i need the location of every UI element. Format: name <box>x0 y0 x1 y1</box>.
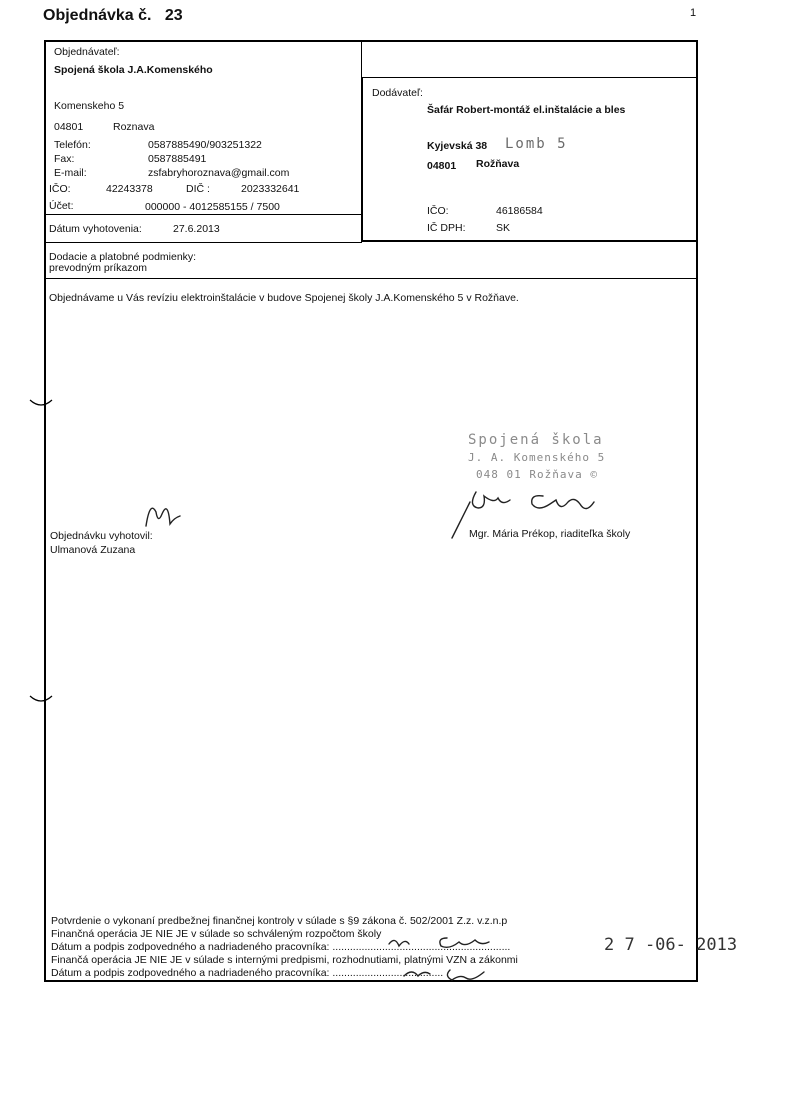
buyer-account: 000000 - 4012585155 / 7500 <box>145 201 280 213</box>
buyer-email: zsfabryhoroznava@gmail.com <box>148 167 290 179</box>
buyer-account-label: Účet: <box>49 200 74 212</box>
footer-rules-statement: Finančá operácia JE NIE JE v súlade s internými predpismi, rozhodnutiami, platnými VZN a zákonmi <box>51 954 518 966</box>
creator-signature <box>140 496 190 532</box>
punch-mark-lower <box>28 692 54 708</box>
order-body-text: Objednávame u Vás revíziu elektroinštalácie v budove Spojenej školy J.A.Komenského 5 v Rožňave. <box>49 292 519 304</box>
supplier-name: Šafár Robert-montáž el.inštalácie a bles <box>427 104 626 116</box>
footer-control-statement: Potvrdenie o vykonaní predbežnej finančnej kontroly v súlade s §9 zákona č. 502/2001 Z.z. v.z.n.p <box>51 915 508 927</box>
stamp-line-2: J. A. Komenského 5 <box>468 451 606 464</box>
supplier-icdph: SK <box>496 222 511 234</box>
account-divider <box>44 214 362 215</box>
terms-value: prevodným príkazom <box>49 262 148 274</box>
supplier-ico: 46186584 <box>496 205 543 217</box>
supplier-street: Kyjevská 38 <box>427 140 488 152</box>
stamp-line-1: Spojená škola <box>468 432 604 448</box>
buyer-phone-label: Telefón: <box>54 139 91 151</box>
buyer-divider-vertical <box>361 40 362 78</box>
terms-divider <box>44 278 698 279</box>
buyer-fax-label: Fax: <box>54 153 75 165</box>
date-label: Dátum vyhotovenia: <box>49 223 142 235</box>
creator-label: Objednávku vyhotovil: <box>50 530 153 542</box>
stamp-line-3: 048 01 Rožňava © <box>476 468 598 481</box>
buyer-street: Komenskeho 5 <box>54 100 125 112</box>
director-name: Mgr. Mária Prékop, riaditeľka školy <box>469 528 631 540</box>
footer-signature-1 <box>385 928 495 952</box>
supplier-zip: 04801 <box>427 160 457 172</box>
buyer-phone: 0587885490/903251322 <box>148 139 262 151</box>
supplier-label: Dodávateľ: <box>372 87 423 99</box>
date-value: 27.6.2013 <box>173 223 220 235</box>
order-number: 23 <box>164 7 183 24</box>
supplier-city: Rožňava <box>476 158 520 170</box>
supplier-box-left <box>361 77 363 242</box>
buyer-ico-label: IČO: <box>49 183 71 195</box>
page-number: 1 <box>690 7 697 19</box>
supplier-box-bottom <box>361 240 697 242</box>
supplier-icdph-label: IČ DPH: <box>427 222 466 234</box>
buyer-dic-label: DIČ : <box>186 183 210 195</box>
frame-right <box>696 40 698 982</box>
buyer-zip: 04801 <box>54 121 84 133</box>
supplier-handwritten-note: Lomb 5 <box>505 136 568 152</box>
school-stamp <box>468 432 605 483</box>
date-divider <box>44 242 362 243</box>
footer-signature-line-2: Dátum a podpis zodpovedného a nadriadeného pracovníka: ...................................... <box>51 967 444 979</box>
buyer-ico: 42243378 <box>106 183 153 195</box>
buyer-email-label: E-mail: <box>54 167 87 179</box>
supplier-ico-label: IČO: <box>427 205 449 217</box>
frame-top <box>44 40 698 42</box>
buyer-fax: 0587885491 <box>148 153 207 165</box>
footer-date-stamp: 2 7 -06- 2013 <box>604 935 738 955</box>
punch-mark-upper <box>28 396 54 412</box>
buyer-name: Spojená škola J.A.Komenského <box>54 64 213 76</box>
footer-signature-2 <box>400 962 490 984</box>
creator-name: Ulmanová Zuzana <box>50 544 136 556</box>
footer-signature-line-1: Dátum a podpis zodpovedného a nadriadeného pracovníka: ............................................................. <box>51 941 511 953</box>
buyer-dic: 2023332641 <box>241 183 300 195</box>
buyer-label: Objednávateľ: <box>54 46 120 58</box>
frame-left <box>44 40 46 982</box>
document-title: Objednávka č. 23 <box>43 7 183 24</box>
buyer-divider-horizontal <box>361 77 697 78</box>
footer-budget-statement: Finančná operácia JE NIE JE v súlade so schváleným rozpočtom školy <box>51 928 382 940</box>
buyer-city: Roznava <box>113 121 155 133</box>
frame-bottom <box>44 980 698 982</box>
terms-label: Dodacie a platobné podmienky: <box>49 251 197 263</box>
